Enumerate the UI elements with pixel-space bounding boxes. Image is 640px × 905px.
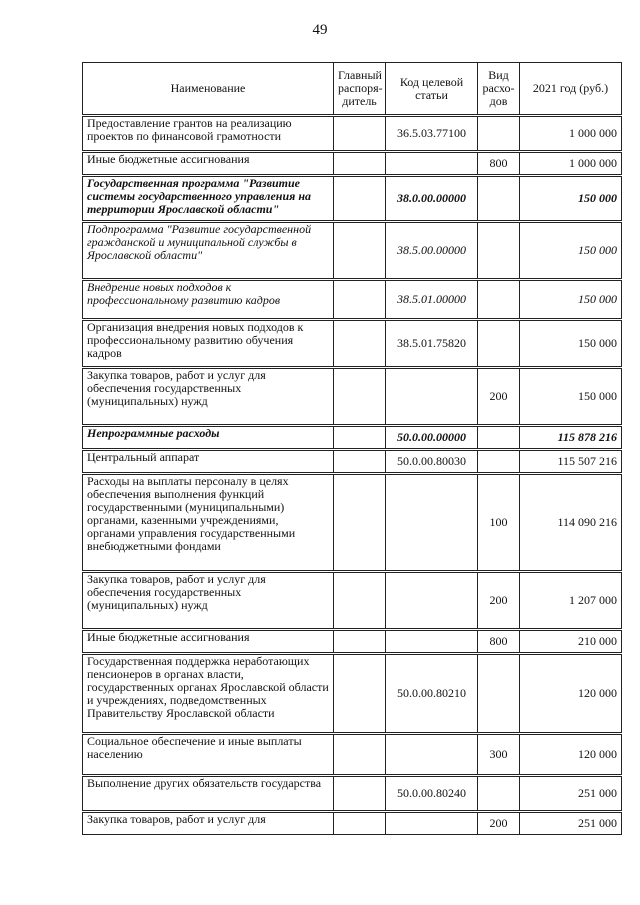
cell-admin [334,281,386,319]
cell-amount: 150 000 [520,369,622,425]
table-row [83,281,622,319]
cell-amount: 251 000 [520,777,622,811]
cell-type: 100 [478,475,520,571]
header-code: Код целевой статьи [386,63,478,115]
cell-code: 38.5.01.00000 [386,281,478,319]
cell-code: 50.0.00.80210 [386,655,478,733]
header-amount: 2021 год (руб.) [520,63,622,115]
cell-amount: 115 878 216 [520,427,622,449]
table-row [83,655,622,733]
cell-name: Государственная поддержка неработающих пенсионеров в органах власти, государственных органах Ярославской области и учреждениях, подведомственных Правительству Ярославской области [83,655,334,733]
cell-admin [334,117,386,151]
cell-type [478,451,520,473]
header-admin: Главный распоря-дитель [334,63,386,115]
cell-name: Выполнение других обязательств государства [83,777,334,811]
cell-code [386,631,478,653]
cell-name: Государственная программа "Развитие системы государственного управления на территории Ярославской области" [83,177,334,221]
cell-name: Закупка товаров, работ и услуг для [83,813,334,835]
cell-type [478,321,520,367]
cell-name: Закупка товаров, работ и услуг для обеспечения государственных (муниципальных) нужд [83,573,334,629]
table-row [83,451,622,473]
table-row [83,475,622,571]
cell-amount: 210 000 [520,631,622,653]
table-row [83,177,622,221]
cell-amount: 114 090 216 [520,475,622,571]
table-row [83,573,622,629]
table-row [83,777,622,811]
cell-admin [334,427,386,449]
cell-type: 200 [478,813,520,835]
cell-code: 50.0.00.80240 [386,777,478,811]
cell-name: Иные бюджетные ассигнования [83,631,334,653]
table-row [83,117,622,151]
cell-code [386,475,478,571]
cell-code: 38.0.00.00000 [386,177,478,221]
cell-amount: 115 507 216 [520,451,622,473]
cell-amount: 150 000 [520,177,622,221]
cell-admin [334,369,386,425]
table-row [83,631,622,653]
cell-admin [334,813,386,835]
cell-code [386,369,478,425]
cell-name: Закупка товаров, работ и услуг для обеспечения государственных (муниципальных) нужд [83,369,334,425]
cell-admin [334,223,386,279]
table-row [83,427,622,449]
cell-code: 38.5.00.00000 [386,223,478,279]
cell-amount: 150 000 [520,223,622,279]
cell-amount: 150 000 [520,321,622,367]
cell-type [478,281,520,319]
cell-admin [334,475,386,571]
table-row [83,223,622,279]
table-header-row [83,63,622,115]
cell-name: Внедрение новых подходов к профессиональному развитию кадров [83,281,334,319]
cell-admin [334,321,386,367]
cell-type: 200 [478,573,520,629]
cell-admin [334,451,386,473]
cell-admin [334,777,386,811]
cell-amount: 120 000 [520,735,622,775]
cell-name: Иные бюджетные ассигнования [83,153,334,175]
cell-code [386,153,478,175]
cell-code [386,573,478,629]
cell-type [478,177,520,221]
cell-admin [334,735,386,775]
cell-name: Центральный аппарат [83,451,334,473]
cell-type [478,427,520,449]
cell-admin [334,655,386,733]
cell-name: Социальное обеспечение и иные выплаты населению [83,735,334,775]
cell-code: 50.0.00.80030 [386,451,478,473]
cell-name: Организация внедрения новых подходов к профессиональному развитию обучения кадров [83,321,334,367]
header-type: Вид расхо-дов [478,63,520,115]
table-row [83,735,622,775]
cell-admin [334,573,386,629]
cell-name: Расходы на выплаты персоналу в целях обеспечения выполнения функций государственными (муниципальными) органами, казенными учреждениями, органами управления государственными внебюджетными фондами [83,475,334,571]
cell-admin [334,153,386,175]
cell-name: Предоставление грантов на реализацию проектов по финансовой грамотности [83,117,334,151]
table-row [83,153,622,175]
cell-code: 36.5.03.77100 [386,117,478,151]
table-row [83,321,622,367]
header-name: Наименование [83,63,334,115]
cell-type [478,117,520,151]
cell-amount: 120 000 [520,655,622,733]
cell-admin [334,631,386,653]
cell-amount: 1 000 000 [520,153,622,175]
cell-code: 50.0.00.00000 [386,427,478,449]
cell-name: Подпрограмма "Развитие государственной гражданской и муниципальной службы в Ярославской области" [83,223,334,279]
cell-type: 800 [478,631,520,653]
cell-amount: 251 000 [520,813,622,835]
cell-name: Непрограммные расходы [83,427,334,449]
table-row [83,813,622,835]
cell-admin [334,177,386,221]
cell-amount: 1 000 000 [520,117,622,151]
cell-type [478,777,520,811]
cell-code [386,813,478,835]
cell-type [478,655,520,733]
cell-code [386,735,478,775]
page-number: 49 [312,22,328,38]
cell-amount: 150 000 [520,281,622,319]
budget-table [82,62,622,835]
cell-code: 38.5.01.75820 [386,321,478,367]
table-body [83,115,622,835]
cell-type [478,223,520,279]
table-row [83,369,622,425]
cell-type: 800 [478,153,520,175]
cell-type: 200 [478,369,520,425]
cell-type: 300 [478,735,520,775]
cell-amount: 1 207 000 [520,573,622,629]
